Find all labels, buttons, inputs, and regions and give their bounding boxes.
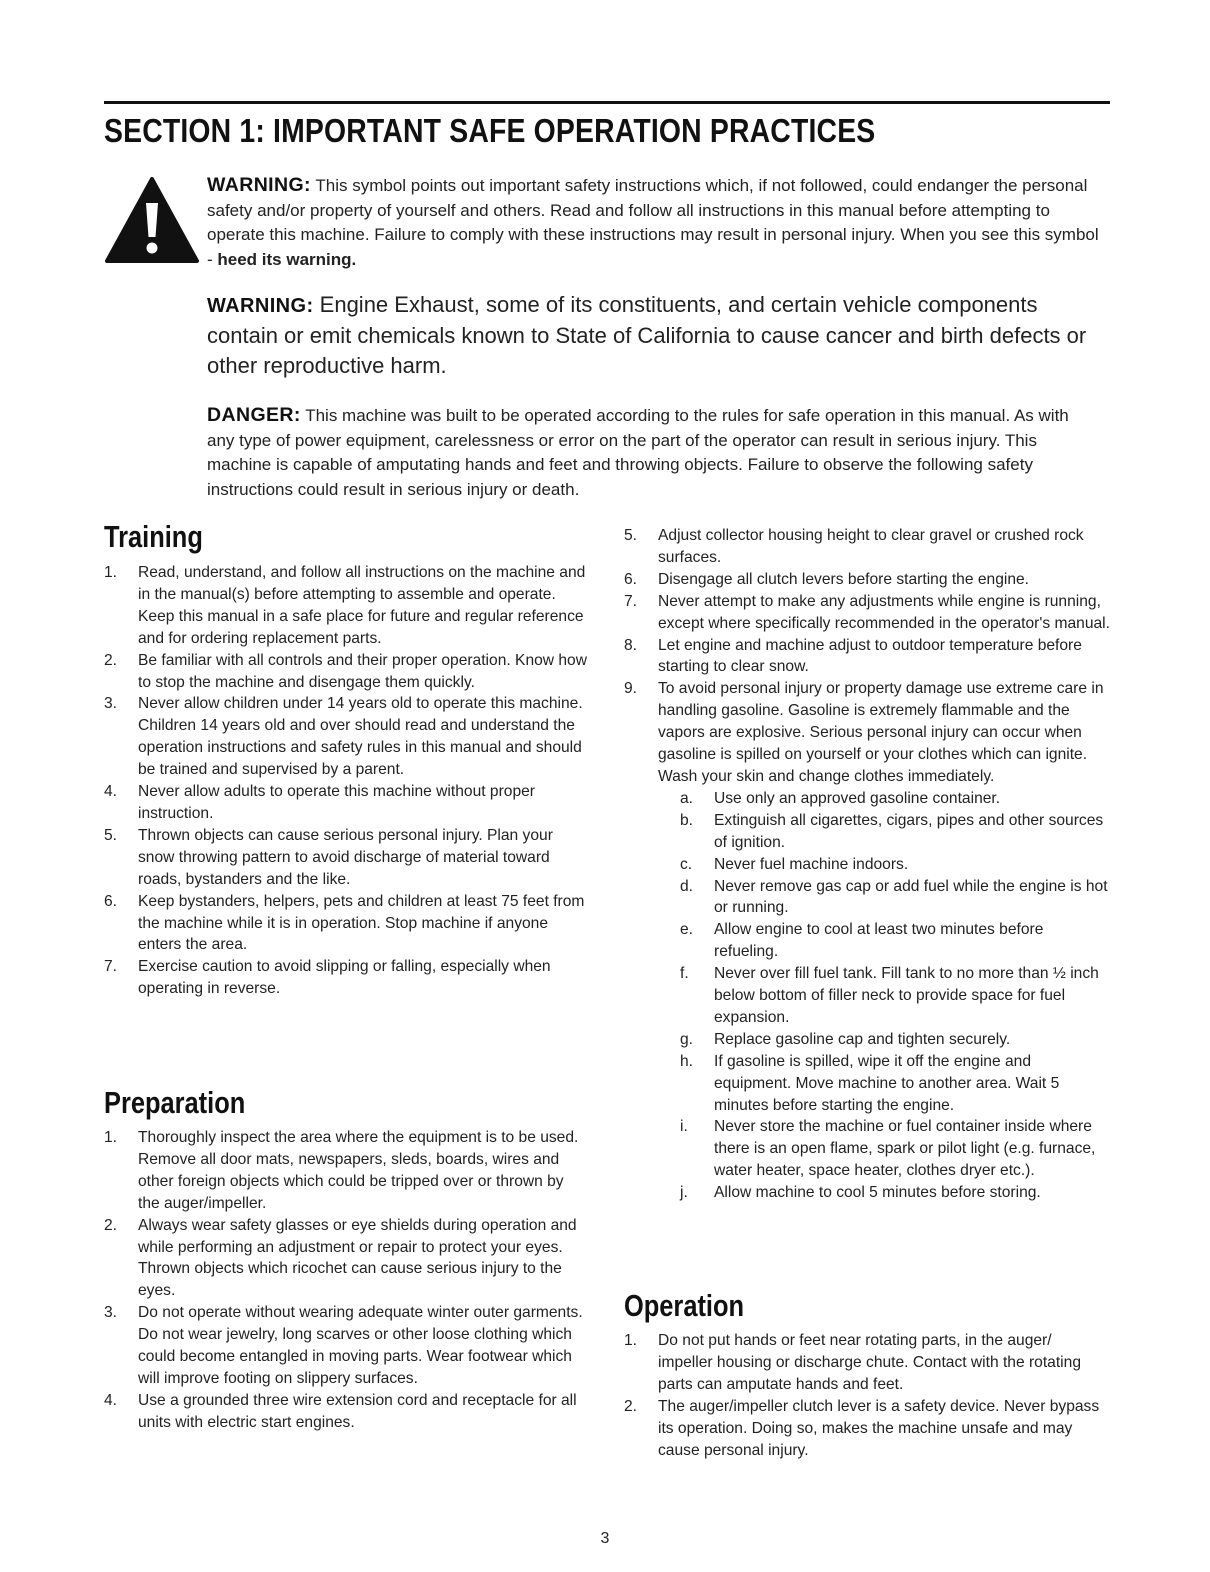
list-item: 6. Keep bystanders, helpers, pets and children at least 75 feet from the machine while it is in operation. Stop machine if anyone enters the area. [104,892,585,954]
page-number: 3 [600,1530,610,1547]
danger-notice [207,403,1087,502]
training-heading: Training [104,519,203,554]
preparation-list-part2 [624,525,1110,1204]
sub-list-item: e. Allow engine to cool at least two minutes before refueling. [680,921,1044,961]
preparation-list-part1 [104,1127,588,1434]
list-item: 8. Let engine and machine adjust to outdoor temperature before starting to clear snow. [624,636,1082,676]
sub-list-item: a. Use only an approved gasoline container. [680,789,1001,807]
warning-notice-safety [207,173,1107,272]
sub-list-item: f. Never over fill fuel tank. Fill tank to no more than ½ inch below bottom of filler neck to provide space for fuel expansion. [680,965,1099,1026]
top-rule [104,101,1110,104]
list-item: 1. Do not put hands or feet near rotating parts, in the auger/ impeller housing or discharge chute. Contact with the rotating parts can amputate hands and feet. [624,1332,1081,1393]
sub-list-item: d. Never remove gas cap or add fuel while the engine is hot or running. [680,877,1108,917]
list-item: 1. Read, understand, and follow all instructions on the machine and in the manual(s) before attempting to assemble and operate. Keep this manual in a safe place for future and regular reference and for ordering replacement parts. [104,564,586,647]
list-item: 7. Exercise caution to avoid slipping or falling, especially when operating in reverse. [104,958,551,998]
warning-text: This symbol points out important safety instructions which, if not followed, could endanger the personal safety and/or property of yourself and others. Read and follow all instructions in this manual before attempting to operate this machine. Failure to comply with these instructions may result in personal injury. When you see this symbol - [207,176,1099,269]
list-item: 3. Never allow children under 14 years old to operate this machine. Children 14 years old and over should read and understand the operation instructions and safety rules in this manual and should be trained and supervised by a parent. [104,695,583,779]
gasoline-sub-list [658,788,1110,1204]
list-item: 2. Be familiar with all controls and their proper operation. Know how to stop the machine and disengage them quickly. [104,651,587,691]
list-item: 1. Thoroughly inspect the area where the equipment is to be used. Remove all door mats, newspapers, sleds, boards, wires and other foreign objects which could be tripped over or thrown by the auger/impeller. [104,1129,579,1212]
list-item: 3. Do not operate without wearing adequate winter outer garments. Do not wear jewelry, long scarves or other loose clothing which could become entangled in moving parts. Wear footwear which will improve footing on slippery surfaces. [104,1304,583,1387]
list-item: 2. The auger/impeller clutch lever is a safety device. Never bypass its operation. Doing so, makes the machine unsafe and may cause personal injury. [624,1397,1100,1459]
list-item: 9. To avoid personal injury or property damage use extreme care in handling gasoline. Gasoline is extremely flammable and the vapors are explosive. Serious personal injury can occur when gasoline is spilled on yourself or your clothes which can ignite. Wash your skin and change clothes immediately. a. Use only an approved gasoline container. b. Extinguish all cigarettes, cigars, pipes and other sources of ignition. c. Never fuel machine indoors. d. Never remove gas cap or add fuel while the engine is hot or running. e. Allow engine to cool at least two minutes before refueling. f. Never over fill fuel tank. Fill tank to no more than ½ inch below bottom of filler neck to provide space for fuel expansion. g. Replace gasoline cap and tighten securely. h. If gasoline is spilled, wipe it off the engine and equipment. Move machine to another area. Wait 5 minutes before starting the engine. i. Never store the machine or fuel container inside where there is an open flame, spark or pilot light (e.g. furnace, water heater, space heater, clothes dryer etc.). j. Allow machine to cool 5 minutes before storing. [624,678,1110,1204]
danger-label: DANGER: [207,404,301,426]
sub-list-item: i. Never store the machine or fuel container inside where there is an open flame, spark or pilot light (e.g. furnace, water heater, space heater, clothes dryer etc.). [680,1118,1096,1180]
warning-label: WARNING: [207,174,311,196]
warning-text: Engine Exhaust, some of its constituents, and certain vehicle components contain or emit chemicals known to State of California to cause cancer and birth defects or other reproductive harm. [207,292,1087,378]
section-title: SECTION 1: IMPORTANT SAFE OPERATION PRACTICES [104,112,876,149]
preparation-heading: Preparation [104,1085,246,1120]
warning-notice-california [207,290,1087,381]
sub-list-item: j. Allow machine to cool 5 minutes before storing. [680,1184,1041,1202]
sub-list-item: c. Never fuel machine indoors. [680,855,909,873]
sub-list-item: b. Extinguish all cigarettes, cigars, pipes and other sources of ignition. [680,811,1104,851]
warning-triangle-icon [104,175,200,265]
list-item: 2. Always wear safety glasses or eye shields during operation and while performing an adjustment or repair to protect your eyes. Thrown objects which ricochet can cause serious injury to the eyes. [104,1216,577,1300]
operation-heading: Operation [624,1288,745,1323]
operation-list [624,1330,1110,1461]
list-item: 4. Never allow adults to operate this machine without proper instruction. [104,783,535,822]
sub-list-item: h. If gasoline is spilled, wipe it off the engine and equipment. Move machine to another area. Wait 5 minutes before starting the engine. [680,1052,1060,1114]
list-item: 5. Thrown objects can cause serious personal injury. Plan your snow throwing pattern to avoid discharge of material toward roads, bystanders and the like. [104,826,553,888]
list-item: 4. Use a grounded three wire extension cord and receptacle for all units with electric start engines. [104,1391,577,1431]
list-item: 5. Adjust collector housing height to clear gravel or crushed rock surfaces. [624,527,1084,566]
training-list [104,562,588,1000]
warning-label: WARNING: [207,295,314,317]
list-item: 7. Never attempt to make any adjustments while engine is running, except where specifically recommended in the operator's manual. [624,592,1110,632]
sub-list-item: g. Replace gasoline cap and tighten securely. [680,1030,1011,1048]
list-item: 6. Disengage all clutch levers before starting the engine. [624,570,1030,588]
danger-text: This machine was built to be operated according to the rules for safe operation in this manual. As with any type of power equipment, carelessness or error on the part of the operator can result in serious injury. This machine is capable of amputating hands and feet and throwing objects. Failure to observe the following safety instructions could result in serious injury or death. [207,406,1069,499]
warning-emphasis: heed its warning. [217,249,357,269]
